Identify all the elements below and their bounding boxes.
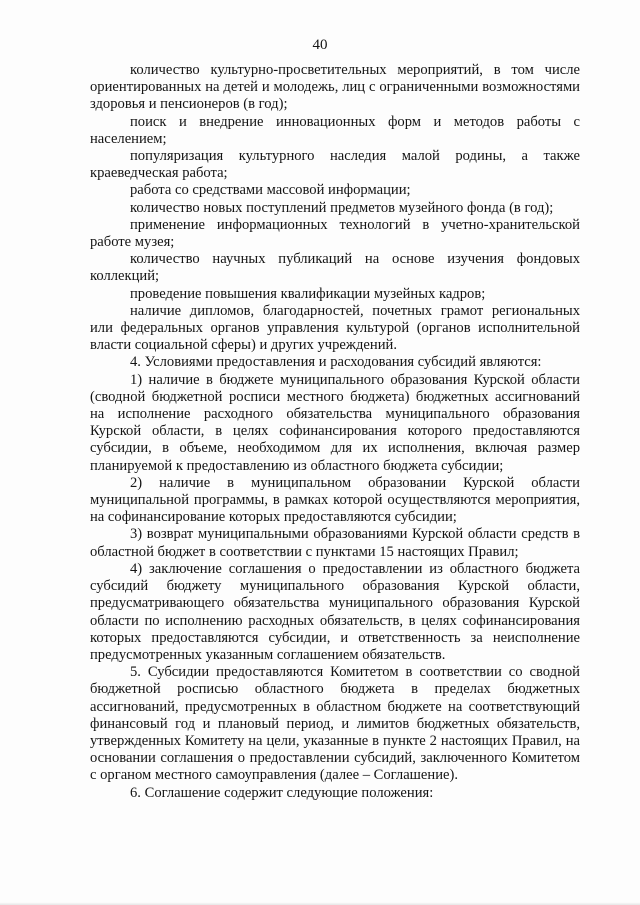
list-item: 2) наличие в муниципальном образовании Курской области муниципальной программы, в рамках которой осуществляются мероприятия, на софинансирование которых предоставляются субсидии; bbox=[90, 474, 580, 526]
document-body bbox=[90, 62, 580, 802]
paragraph: количество культурно-просветительных мероприятий, в том числе ориентированных на детей и молодежь, лиц с ограниченными возможностями здоровья и пенсионеров (в год); bbox=[90, 62, 580, 113]
page-number: 40 bbox=[312, 37, 328, 53]
list-item: 4) заключение соглашения о предоставлении из областного бюджета субсидий бюджету муниципального образования Курской области, предусматривающего обязательства муниципального образования Курской области по исполнению расходных обязательств, в целях софинансирования которых предоставляются субсидии, и ответственность за неисполнение предусмотренных указанным соглашением обязательств. bbox=[90, 560, 580, 663]
paragraph: работа со средствами массовой информации; bbox=[130, 182, 411, 199]
paragraph: количество новых поступлений предметов музейного фонда (в год); bbox=[130, 199, 554, 216]
paragraph: поиск и внедрение инновационных форм и методов работы с населением; bbox=[90, 113, 580, 147]
paragraph: проведение повышения квалификации музейных кадров; bbox=[130, 285, 486, 302]
paragraph: популяризация культурного наследия малой родины, а также краеведческая работа; bbox=[90, 148, 580, 182]
section-heading: 4. Условиями предоставления и расходования субсидий являются: bbox=[130, 354, 542, 371]
paragraph: применение информационных технологий в учетно-хранительской работе музея; bbox=[90, 216, 580, 251]
paragraph: количество научных публикаций на основе изучения фондовых коллекций; bbox=[90, 251, 580, 285]
paragraph: 5. Субсидии предоставляются Комитетом в соответствии со сводной бюджетной росписью областного бюджета в пределах бюджетных ассигнований, предусмотренных в областном бюджете на соответствующий финансовый год и плановый период, и лимитов бюджетных обязательств, утвержденных Комитету на цели, указанные в пункте 2 настоящих Правил, на основании соглашения о предоставлении субсидий, заключенного Комитетом с органом местного самоуправления (далее – Соглашение). bbox=[90, 664, 580, 784]
paragraph: 6. Соглашение содержит следующие положения: bbox=[130, 784, 434, 801]
list-item: 1) наличие в бюджете муниципального образования Курской области (сводной бюджетной росписи местного бюджета) бюджетных ассигнований на исполнение расходного обязательства муниципального образования Курской области, в целях софинансирования которого предоставляются субсидии, в объеме, необходимом для их исполнения, включая размер планируемой к предоставлению из областного бюджета субсидии; bbox=[90, 371, 580, 474]
list-item: 3) возврат муниципальными образованиями Курской области средств в областной бюджет в соответствии с пунктами 15 настоящих Правил; bbox=[90, 526, 580, 560]
paragraph: наличие дипломов, благодарностей, почетных грамот региональных или федеральных органов управления культурой (органов исполнительной власти социальной сферы) и других учреждений. bbox=[90, 302, 580, 354]
